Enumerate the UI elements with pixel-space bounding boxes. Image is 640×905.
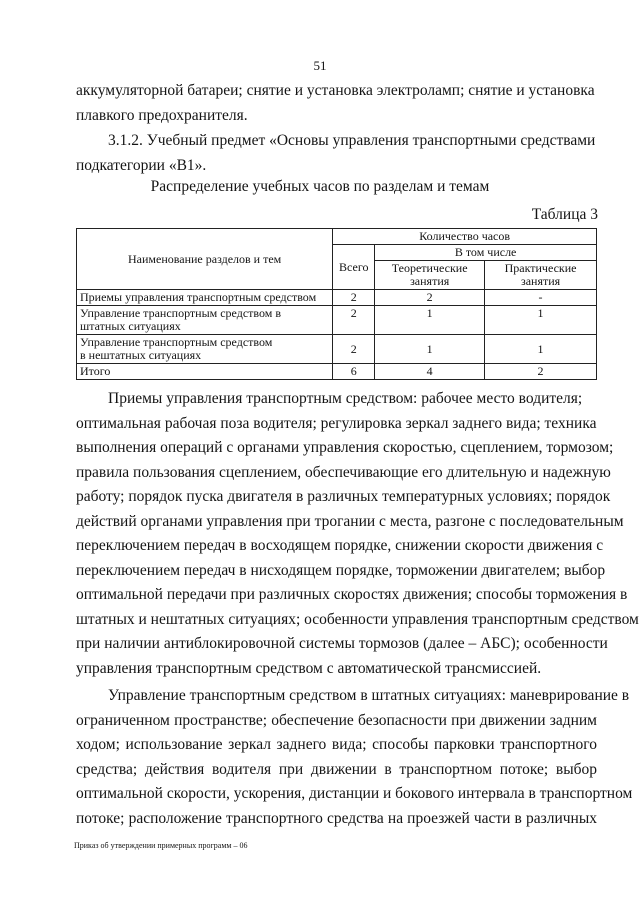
hours-table [76,228,597,380]
header-including: В том числе [375,245,597,261]
row-theory: 1 [375,335,485,364]
total-theory: 4 [375,364,485,380]
row-theory: 1 [375,306,485,335]
text-line: при наличии антиблокировочной системы тормозов (далее – АБС); особенности [76,635,608,652]
row-theory: 2 [375,290,485,306]
row-total: 2 [333,306,375,335]
text-line: аккумуляторной батареи; снятие и установка электроламп; снятие и установка [76,82,595,99]
text-line: подкатегории «B1». [76,156,207,174]
text-line: действий органами управления при трогании с места, разгоне с последовательным [76,512,624,530]
header-text: Теоретические [391,261,468,275]
text-line: Управление транспортным средством в штатных ситуациях: маневрирование в [108,687,630,704]
header-text: занятия [520,274,561,288]
row-practice: - [485,290,597,306]
row-name [77,335,333,364]
row-name-line: Управление транспортным средством в [80,306,282,320]
table-total-row [77,364,597,380]
row-total: 2 [333,290,375,306]
total-total: 6 [333,364,375,380]
row-practice: 1 [485,306,597,335]
text-line: переключением передач в нисходящем порядке, торможении двигателем; выбор [76,561,606,579]
table-row [77,335,597,364]
header-name: Наименование разделов и тем [77,229,333,290]
header-text: занятия [410,274,450,288]
page-number: 51 [313,58,327,73]
page-footer: Приказ об утверждении примерных программ – 06 [74,841,248,850]
text-line: управления транспортным средством с автоматической трансмиссией. [76,659,542,677]
text-line: переключением передач в восходящем порядке, снижении скорости движения с [76,537,604,554]
row-name [77,306,333,335]
text-line: оптимальной передачи при различных скоростях движения; способы торможения в [76,586,628,603]
table-row [77,290,597,306]
row-practice: 1 [485,335,597,364]
header-theory [375,261,485,290]
row-name-line: Управление транспортным средством [80,335,273,349]
subject-heading [76,129,597,178]
row-name-line: штатных ситуациях [80,319,181,333]
text-line: правила пользования сцеплением, обеспечивающие его длительную и надежную [76,463,611,481]
paragraph-normal-situations [76,684,633,831]
row-name: Приемы управления транспортным средством [77,290,333,306]
table-caption: Распределение учебных часов по разделам и темам [150,178,490,195]
total-label: Итого [77,364,333,380]
text-line: оптимальная рабочая поза водителя; регулировка зеркал заднего вида; техника [76,414,597,432]
text-line: 3.1.2. Учебный предмет «Основы управления транспортными средствами [108,132,596,149]
text-line: ограниченном пространстве; обеспечение безопасности при движении задним [76,711,597,729]
row-name-line: в нештатных ситуациях [80,348,202,362]
header-quantity: Количество часов [333,229,597,245]
header-practice [485,261,597,290]
header-total: Всего [333,245,375,290]
text-line: ходом; использование зеркал заднего вида; способы парковки транспортного [76,736,597,753]
text-line: потоке; расположение транспортного средства на проезжей части в различных [76,809,597,827]
text-line: плавкого предохранителя. [76,106,248,124]
intro-text [76,79,597,128]
table-label: Таблица 3 [531,206,598,223]
text-line: штатных и нештатных ситуациях; особенности управления транспортным средством [76,610,639,628]
table-row [77,306,597,335]
text-line: выполнения операций с органами управления скоростью, сцеплением, тормозом; [76,439,614,456]
row-total: 2 [333,335,375,364]
text-line: оптимальной скорости, ускорения, дистанции и бокового интервала в транспортном [76,785,633,802]
paragraph-vehicle-control-techniques [76,387,639,681]
text-line: средства; действия водителя при движении в транспортном потоке; выбор [76,760,597,778]
header-text: Практические [504,261,577,275]
text-line: работу; порядок пуска двигателя в различных температурных условиях; порядок [76,488,611,505]
table-header-row [77,229,597,245]
text-line: Приемы управления транспортным средством: рабочее место водителя; [108,390,583,407]
total-practice: 2 [485,364,597,380]
